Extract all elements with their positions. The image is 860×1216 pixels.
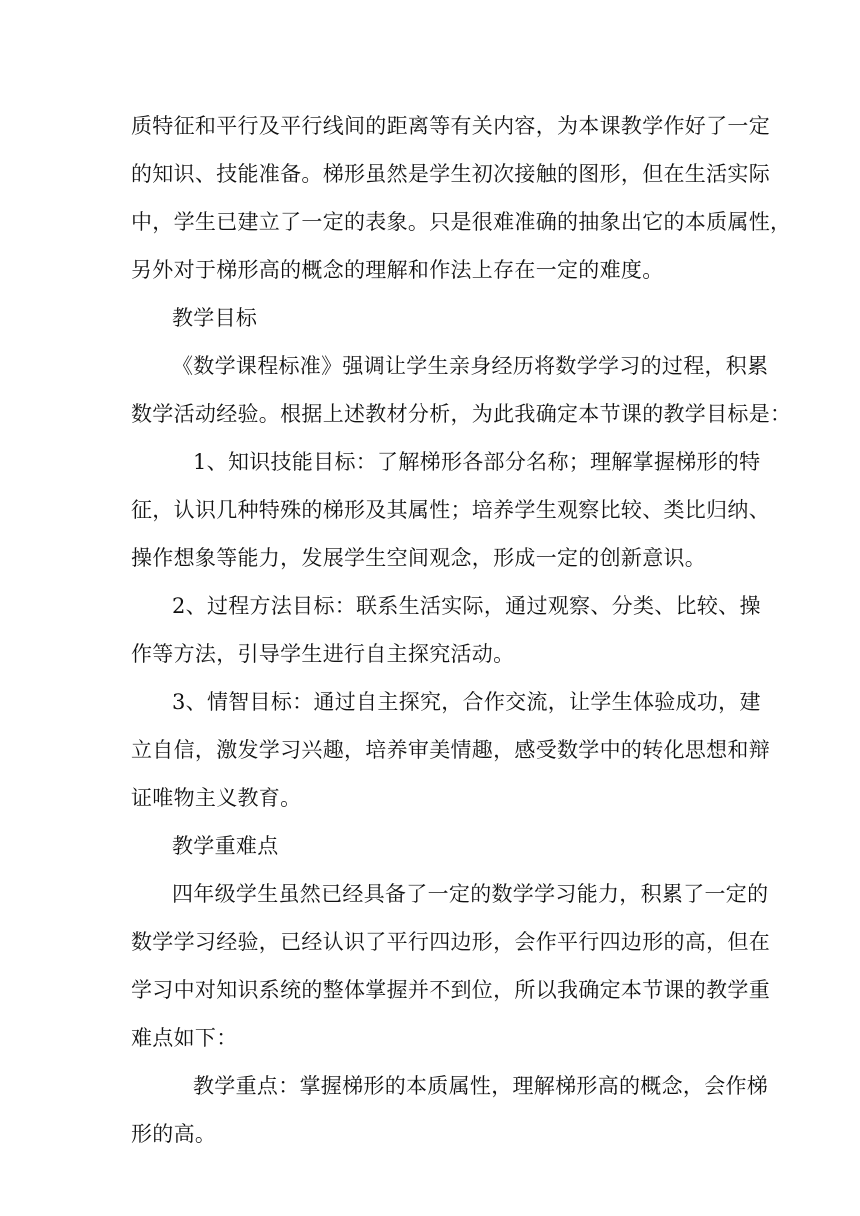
text-line: 教学重点：掌握梯形的本质属性，理解梯形高的概念，会作梯 xyxy=(193,1074,769,1098)
text-line: 操作想象等能力，发展学生空间观念，形成一定的创新意识。 xyxy=(131,546,707,570)
text-line: 2、过程方法目标：联系生活实际，通过观察、分类、比较、操 xyxy=(172,594,761,618)
text-line: 立自信，激发学习兴趣，培养审美情趣，感受数学中的转化思想和辩 xyxy=(131,738,770,762)
section-heading: 教学重难点 xyxy=(172,834,279,858)
text-line: 形的高。 xyxy=(131,1122,217,1146)
text-line: 难点如下： xyxy=(131,1026,238,1050)
text-line: 作等方法，引导学生进行自主探究活动。 xyxy=(131,642,515,666)
text-line: 征，认识几种特殊的梯形及其属性；培养学生观察比较、类比归纳、 xyxy=(131,498,770,522)
text-line: 《数学课程标准》强调让学生亲身经历将数学学习的过程，积累 xyxy=(172,354,769,378)
text-line: 四年级学生虽然已经具备了一定的数学学习能力，积累了一定的 xyxy=(172,882,769,906)
text-line: 证唯物主义教育。 xyxy=(131,786,302,810)
text-line: 数学活动经验。根据上述教材分析，为此我确定本节课的教学目标是： xyxy=(131,402,792,426)
text-line: 3、情智目标：通过自主探究，合作交流，让学生体验成功，建 xyxy=(172,690,761,714)
text-line: 1、知识技能目标：了解梯形各部分名称；理解掌握梯形的特 xyxy=(193,450,761,474)
text-line: 另外对于梯形高的概念的理解和作法上存在一定的难度。 xyxy=(131,258,664,282)
text-line: 中，学生已建立了一定的表象。只是很难准确的抽象出它的本质属性， xyxy=(131,210,792,234)
text-line: 质特征和平行及平行线间的距离等有关内容，为本课教学作好了一定 xyxy=(131,114,770,138)
section-heading: 教学目标 xyxy=(172,306,258,330)
text-line: 学习中对知识系统的整体掌握并不到位，所以我确定本节课的教学重 xyxy=(131,978,770,1002)
text-line: 数学学习经验，已经认识了平行四边形，会作平行四边形的高，但在 xyxy=(131,930,770,954)
text-line: 的知识、技能准备。梯形虽然是学生初次接触的图形，但在生活实际 xyxy=(131,162,770,186)
